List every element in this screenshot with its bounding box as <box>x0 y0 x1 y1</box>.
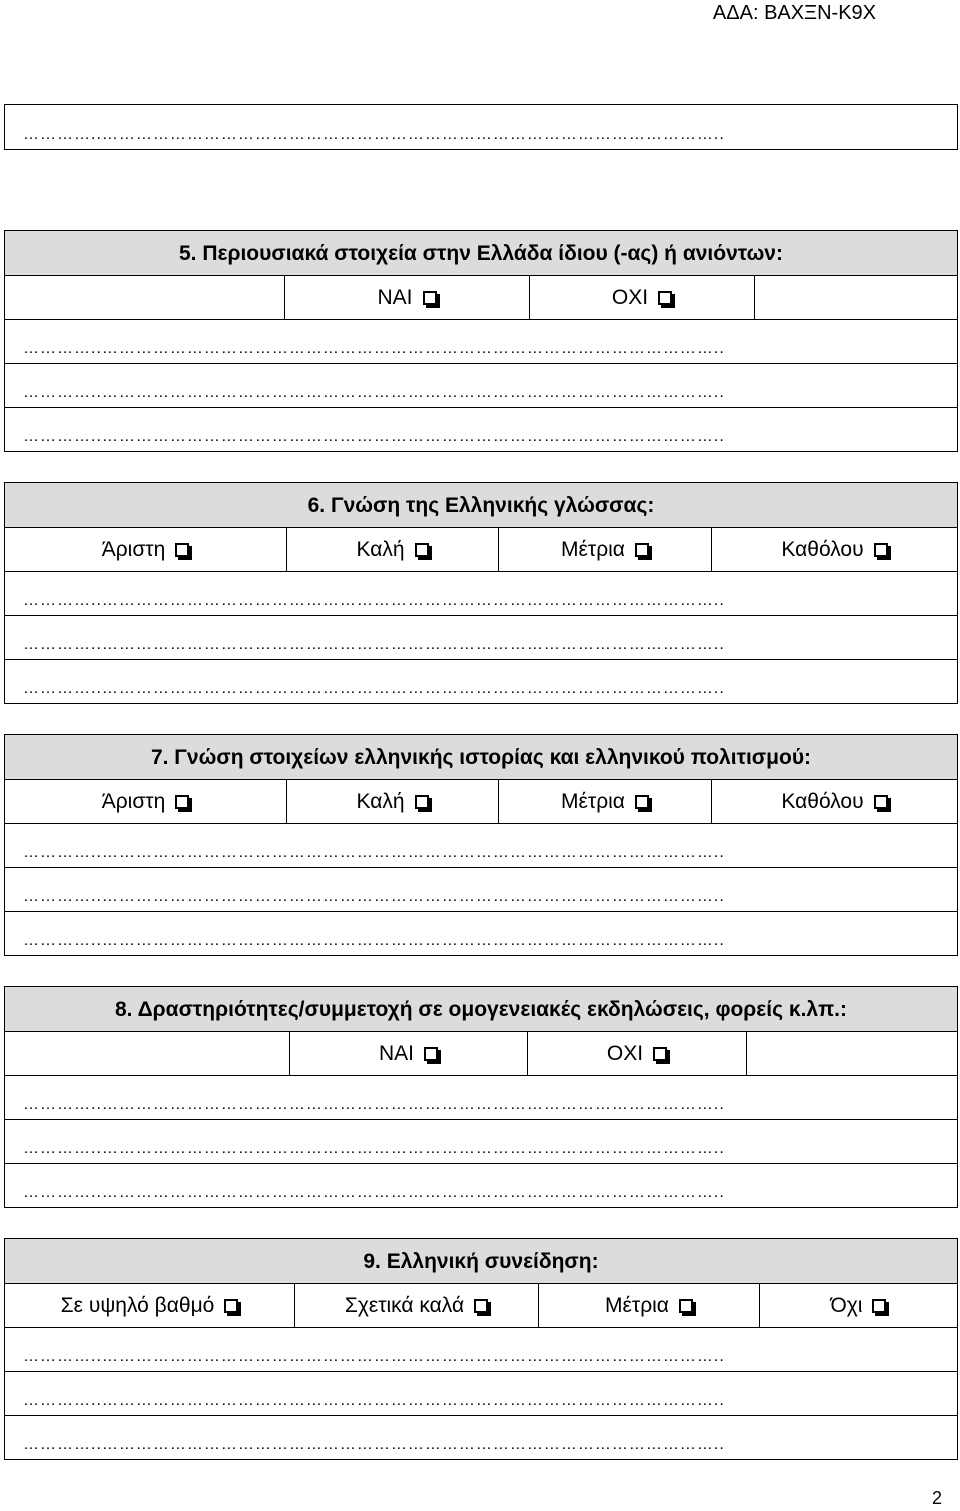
checkbox-icon[interactable] <box>874 543 888 557</box>
answer-line[interactable]: …………..……………………………………………………………………………………………….. <box>5 1119 957 1163</box>
section-8 <box>4 986 958 1208</box>
form-page <box>4 104 958 1460</box>
answer-line[interactable]: …………..……………………………………………………………………………………………….. <box>5 911 957 955</box>
answer-line[interactable]: …………..……………………………………………………………………………………………….. <box>5 1163 957 1207</box>
option-yes[interactable] <box>289 1032 527 1075</box>
answer-line[interactable]: …………..……………………………………………………………………………………………….. <box>5 659 957 703</box>
option-no[interactable] <box>759 1284 957 1327</box>
checkbox-icon[interactable] <box>224 1299 238 1313</box>
empty-cell <box>746 1032 957 1075</box>
option-good[interactable] <box>286 528 498 571</box>
option-label: Καλή <box>356 537 405 561</box>
section-8-options <box>5 1031 957 1075</box>
option-moderate[interactable] <box>498 528 711 571</box>
checkbox-icon[interactable] <box>658 291 672 305</box>
option-yes-label: ΝΑΙ <box>378 1041 414 1065</box>
option-label: Μέτρια <box>561 537 625 561</box>
section-5 <box>4 230 958 452</box>
option-label: Άριστη <box>101 537 166 561</box>
section-6-options <box>5 527 957 571</box>
checkbox-icon[interactable] <box>635 795 649 809</box>
checkbox-icon[interactable] <box>679 1299 693 1313</box>
checkbox-icon[interactable] <box>175 543 189 557</box>
option-moderate[interactable] <box>498 780 711 823</box>
option-excellent[interactable] <box>5 528 286 571</box>
option-no[interactable] <box>527 1032 746 1075</box>
page-number: 2 <box>931 1488 942 1508</box>
section-9 <box>4 1238 958 1460</box>
option-none[interactable] <box>711 528 957 571</box>
checkbox-icon[interactable] <box>415 795 429 809</box>
option-excellent[interactable] <box>5 780 286 823</box>
checkbox-icon[interactable] <box>423 291 437 305</box>
checkbox-icon[interactable] <box>635 543 649 557</box>
option-moderate[interactable] <box>538 1284 759 1327</box>
option-label: Σε υψηλό βαθμό <box>60 1293 215 1317</box>
empty-cell <box>5 1032 289 1075</box>
ada-code: ΑΔΑ: ΒΑΧΞΝ-Κ9Χ <box>712 2 876 24</box>
answer-line[interactable]: …………..……………………………………………………………………………………………….. <box>5 1371 957 1415</box>
option-label: Όχι <box>830 1293 863 1317</box>
section-6 <box>4 482 958 704</box>
option-label: Καθόλου <box>781 537 864 561</box>
section-7-options <box>5 779 957 823</box>
answer-line[interactable]: …………..……………………………………………………………………………………………….. <box>5 319 957 363</box>
answer-line[interactable]: …………..……………………………………………………………………………………………….. <box>5 363 957 407</box>
section-6-title: 6. Γνώση της Ελληνικής γλώσσας: <box>5 483 957 527</box>
option-label: Μέτρια <box>605 1293 669 1317</box>
section-8-title: 8. Δραστηριότητες/συμμετοχή σε ομογενειακές εκδηλώσεις, φορείς κ.λπ.: <box>5 987 957 1031</box>
checkbox-icon[interactable] <box>474 1299 488 1313</box>
option-good[interactable] <box>286 780 498 823</box>
answer-line[interactable]: …………..……………………………………………………………………………………………….. <box>5 1327 957 1371</box>
checkbox-icon[interactable] <box>415 543 429 557</box>
option-no-label: ΟΧΙ <box>611 285 649 309</box>
answer-line[interactable]: …………..……………………………………………………………………………………………….. <box>5 1415 957 1459</box>
answer-line[interactable]: …………..……………………………………………………………………………………………….. <box>23 127 725 143</box>
section-9-options <box>5 1283 957 1327</box>
empty-cell <box>5 276 284 319</box>
answer-line[interactable]: …………..……………………………………………………………………………………………….. <box>5 823 957 867</box>
option-label: Σχετικά καλά <box>344 1293 465 1317</box>
option-label: Καλή <box>356 789 405 813</box>
section-5-options <box>5 275 957 319</box>
checkbox-icon[interactable] <box>653 1047 667 1061</box>
option-label: Άριστη <box>101 789 166 813</box>
checkbox-icon[interactable] <box>175 795 189 809</box>
option-high-degree[interactable] <box>5 1284 294 1327</box>
previous-section-continuation <box>4 104 958 150</box>
option-label: Καθόλου <box>781 789 864 813</box>
section-7 <box>4 734 958 956</box>
answer-line[interactable]: …………..……………………………………………………………………………………………….. <box>5 1075 957 1119</box>
option-yes[interactable] <box>284 276 529 319</box>
answer-line[interactable]: …………..……………………………………………………………………………………………….. <box>5 867 957 911</box>
section-9-title: 9. Ελληνική συνείδηση: <box>5 1239 957 1283</box>
answer-line[interactable]: …………..……………………………………………………………………………………………….. <box>5 615 957 659</box>
option-yes-label: ΝΑΙ <box>377 285 413 309</box>
option-fairly-well[interactable] <box>294 1284 538 1327</box>
option-label: Μέτρια <box>561 789 625 813</box>
checkbox-icon[interactable] <box>874 795 888 809</box>
section-5-title: 5. Περιουσιακά στοιχεία στην Ελλάδα ίδιου (-ας) ή ανιόντων: <box>5 231 957 275</box>
option-none[interactable] <box>711 780 957 823</box>
option-no[interactable] <box>529 276 754 319</box>
section-7-title: 7. Γνώση στοιχείων ελληνικής ιστορίας και ελληνικού πολιτισμού: <box>5 735 957 779</box>
empty-cell <box>754 276 957 319</box>
checkbox-icon[interactable] <box>424 1047 438 1061</box>
checkbox-icon[interactable] <box>872 1299 886 1313</box>
option-no-label: ΟΧΙ <box>606 1041 644 1065</box>
answer-line[interactable]: …………..……………………………………………………………………………………………….. <box>5 407 957 451</box>
answer-line[interactable]: …………..……………………………………………………………………………………………….. <box>5 571 957 615</box>
